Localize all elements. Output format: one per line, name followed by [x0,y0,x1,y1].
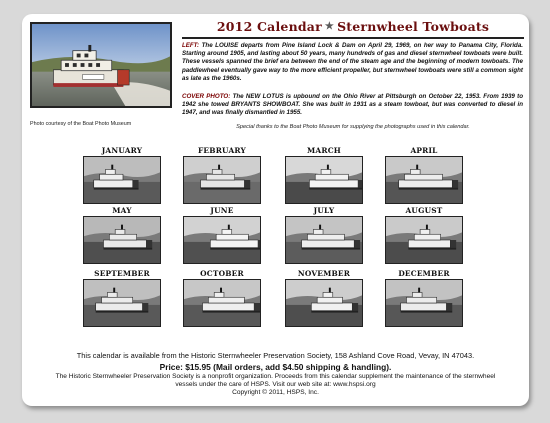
month-name: SEPTEMBER [94,269,150,278]
month-name: JANUARY [101,146,143,155]
title-subject: Sternwheel Towboats [337,18,490,34]
month-photo [183,156,261,204]
cover-text: The NEW LOTUS is upbound on the Ohio River at Pittsburgh on October 22, 1953. From 1939 to 1942 she towed BRYANTS SHOWBOAT. She was built in 1931 as a steam towboat, but was converted to diesel in 1947, and was finally dismantled in 1955. [182,93,523,117]
star-icon: ★ [324,20,335,32]
caption-lead: LEFT: [182,42,200,49]
month-photo [83,279,161,327]
month-name: FEBRUARY [197,146,246,155]
month-name: JUNE [210,206,234,215]
month-december [385,269,463,327]
month-name: MARCH [307,146,341,155]
photo-credit: Photo courtesy of the Boat Photo Museum [30,121,132,127]
nonprofit-line: The Historic Sternwheeler Preservation Society is a nonprofit organization. Proceeds from this calendar supplement the maintenance of the sternwheel [55,373,496,380]
month-june [183,206,261,264]
month-october [183,269,261,327]
month-name: MAY [112,206,132,215]
month-photo [83,156,161,204]
month-name: DECEMBER [398,269,450,278]
month-september [83,269,161,327]
month-may [83,206,161,264]
cover-lead: COVER PHOTO: [182,93,231,100]
title-divider [182,37,524,39]
left-photo-caption [182,42,523,83]
month-january [83,146,161,204]
calendar-sheet [22,14,529,406]
price-line: Price: $15.95 (Mail orders, add $4.50 shipping & handling). [159,362,392,372]
month-november [285,269,363,327]
website-line: vessels under the care of HSPS. Visit our web site at: www.hspsi.org [175,381,376,388]
month-photo [385,156,463,204]
page-title [182,17,524,35]
month-photo [285,216,363,264]
availability-line: This calendar is available from the Historic Sternwheeler Preservation Society, 158 Ashland Cove Road, Vevay, IN 47043. [76,351,475,360]
month-march [285,146,363,204]
hero-photo [30,22,172,108]
copyright-line: Copyright © 2011, HSPS, Inc. [232,389,319,396]
month-photo [385,279,463,327]
month-april [385,146,463,204]
month-photo [83,216,161,264]
month-name: AUGUST [405,206,443,215]
month-photo [285,279,363,327]
month-august [385,206,463,264]
caption-text: The LOUISE departs from Pine Island Lock & Dam on April 29, 1969, on her way to Panama City, Florida. Starting around 1905, and lasting about 50 years, many hundreds of gas and diesel sternwheel towboats were built. These vessels spanned the brief era between the end of the steam age and the beginning of modern towboats. The paddlewheel eventually gave way to the more efficient propeller, but sternwheel towboats were still a common sight as late as the 1960s. [182,42,523,82]
month-name: NOVEMBER [297,269,351,278]
month-photo [385,216,463,264]
month-july [285,206,363,264]
month-photo [183,279,261,327]
thanks-note: Special thanks to the Boat Photo Museum for supplying the photographs used in this calendar. [236,124,470,130]
month-name: OCTOBER [200,269,244,278]
title-year: 2012 Calendar [216,18,322,34]
month-name: JULY [313,206,335,215]
month-photo [285,156,363,204]
cover-photo-caption [182,93,523,118]
month-february [183,146,261,204]
month-name: APRIL [410,146,438,155]
month-photo [183,216,261,264]
